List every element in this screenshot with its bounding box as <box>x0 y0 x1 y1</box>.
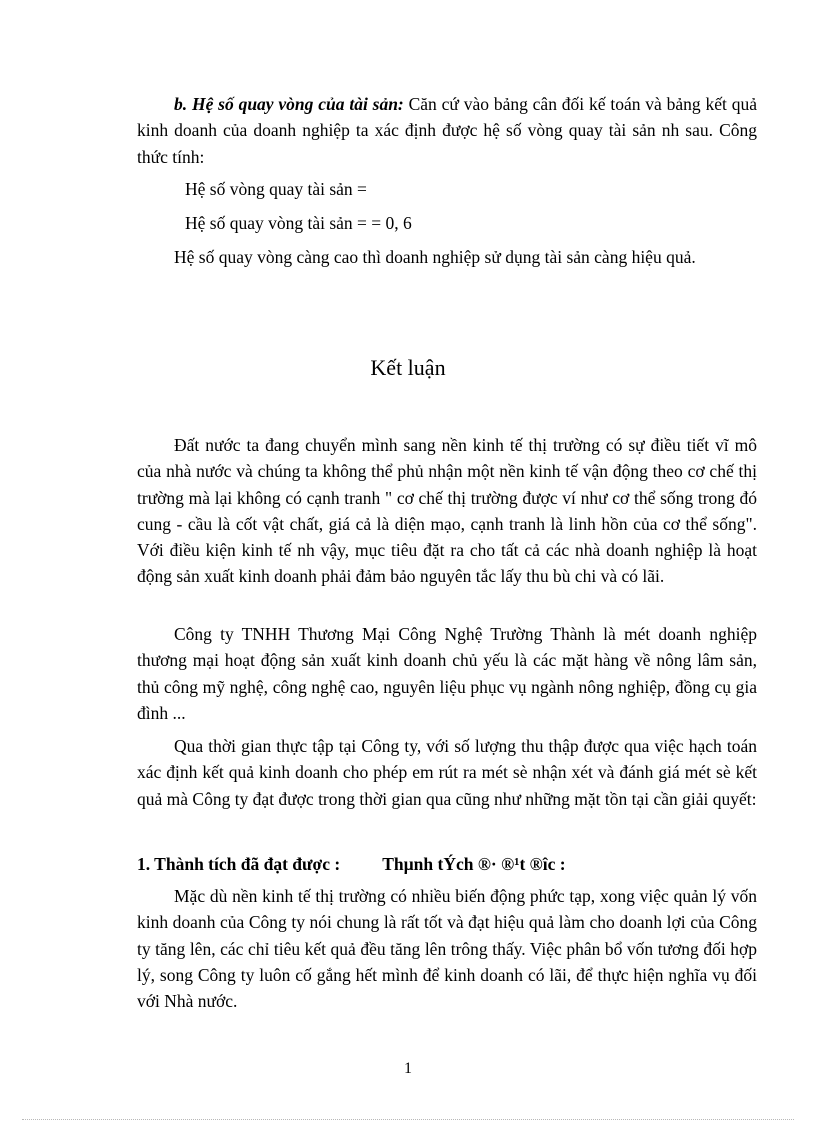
conclusion-paragraph-2: Công ty TNHH Thương Mại Công Nghệ Trường Thành là mét doanh nghiệp thương mại hoạt động sản xuất kinh doanh chủ yếu là các mặt hàng về nông lâm sản, thủ công mỹ nghệ, công nghệ cao, nguyên liệu phục vụ ngành nông nghiệp, đồng cụ gia đình ... <box>137 624 757 723</box>
achievements-heading-garbled: Thµnh tÝch ®· ®¹t ®îc : <box>382 854 566 874</box>
achievements-paragraph: Mặc dù nền kinh tế thị trường có nhiều biến động phức tạp, xong việc quản lý vốn kinh doanh của Công ty nói chung là rất tốt và đạt hiệu quả làm cho doanh lợi của Công ty tăng lên, các chỉ tiêu kết quả đều tăng lên trông thấy. Việc phân bổ vốn tương đối hợp lý, song Công ty luôn cố gắng hết mình để kinh doanh có lãi, để thực hiện nghĩa vụ đối với Nhà nước. <box>137 886 757 1012</box>
achievements-heading <box>137 852 566 876</box>
page-bottom-divider <box>22 1119 794 1120</box>
conclusion-paragraph-1: Đất nước ta đang chuyển mình sang nền kinh tế thị trường có sự điều tiết vĩ mô của nhà nước và chúng ta không thể phủ nhận một nền kinh tế vận động theo cơ chế thị trường mà lại không có cạnh tranh " cơ chế thị trường được ví như cơ thể sống trong đó cung - cầu là cốt vật chất, giá cả là diện mạo, cạnh tranh là linh hồn của cơ thể sống". Với điều kiện kinh tế nh vậy, mục tiêu đặt ra cho tất cả các nhà doanh nghiệp là hoạt động sản xuất kinh doanh phải đảm bảo nguyên tắc lấy thu bù chi và có lãi. <box>137 435 757 587</box>
asset-turnover-lead: b. Hệ số quay vòng của tài sản: <box>174 94 404 114</box>
page-number: 1 <box>404 1060 412 1077</box>
achievements-heading-text: 1. Thành tích đã đạt được : <box>137 854 341 874</box>
asset-turnover-text: Căn cứ vào bảng cân đối kế toán và bảng kết quả kinh doanh của doanh nghiệp ta xác định được hệ số vòng quay tài sản nh sau. Công thức tính: <box>137 94 757 167</box>
turnover-note: Hệ số quay vòng càng cao thì doanh nghiệp sử dụng tài sản càng hiệu quả. <box>174 247 696 267</box>
formula-line-1: Hệ số vòng quay tài sản = <box>185 179 367 199</box>
asset-turnover-paragraph <box>137 91 757 170</box>
conclusion-title: Kết luận <box>370 355 446 380</box>
formula-line-2: Hệ số quay vòng tài sản = = 0, 6 <box>185 213 412 233</box>
conclusion-paragraph-3: Qua thời gian thực tập tại Công ty, với số lượng thu thập được qua việc hạch toán xác định kết quả kinh doanh cho phép em rút ra mét sè nhận xét và đánh giá mét sè kết quả mà Công ty đạt được trong thời gian qua cũng như những mặt tồn tại cần giải quyết: <box>137 736 757 809</box>
